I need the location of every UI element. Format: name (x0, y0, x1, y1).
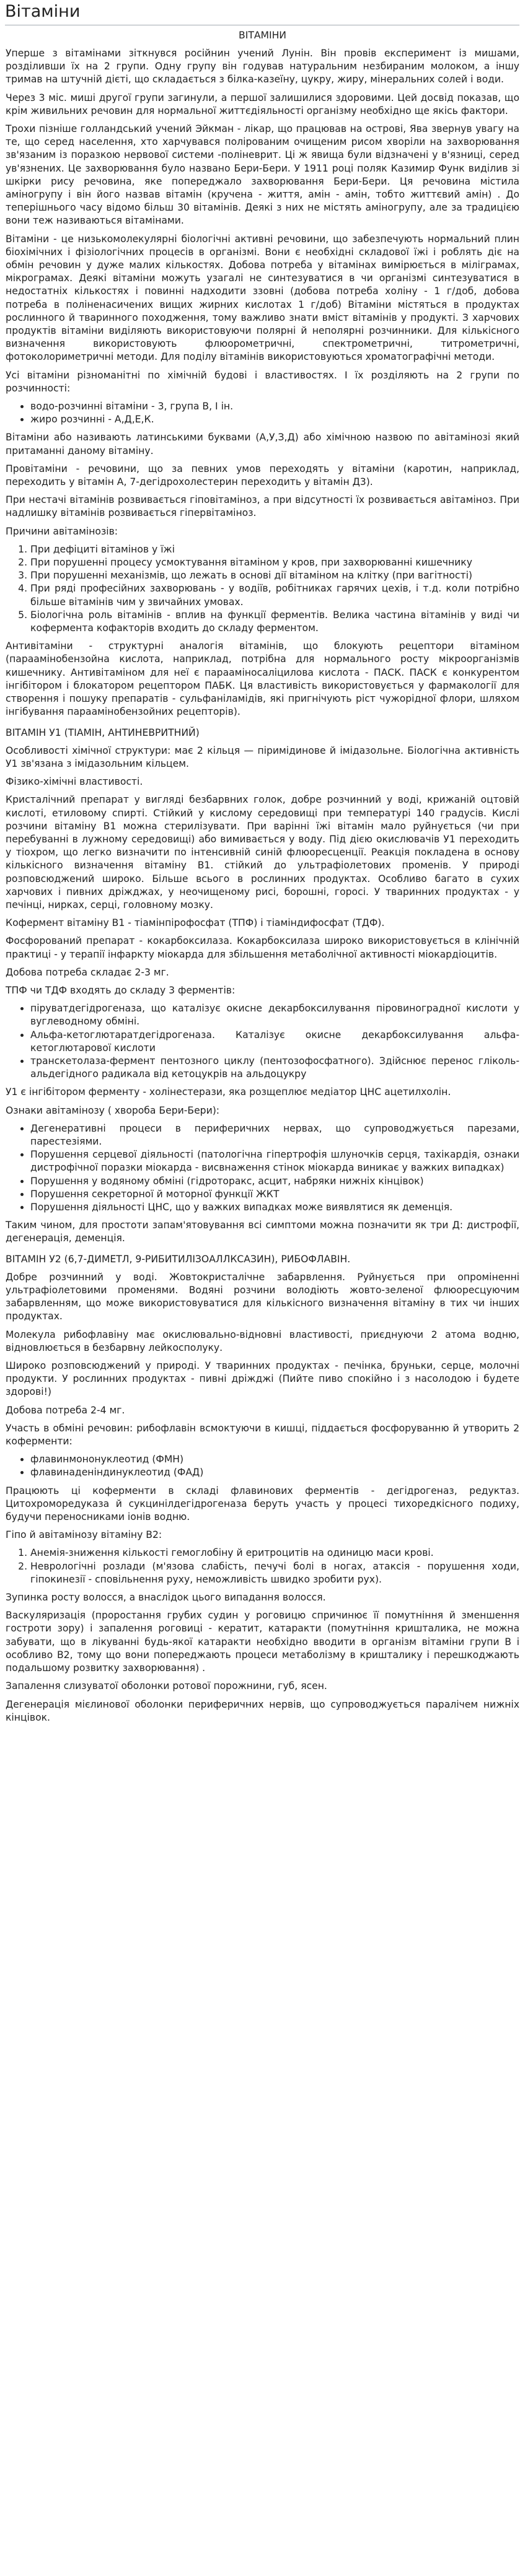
paragraph: Вітаміни - це низькомолекулярні біологічні активні речовини, що забезпечують нормальний плин біохімічних і фізіологічних процесів в організмі. Вони є необхідні складової їжі і роблять діє на обмін речовин у дуже малих кількостях. Добова потреба у вітамінах вимірюється в міліграмах, мікрограмах. Деякі вітаміни можуть узагалі не синтезуватися в чи організмі синтезуватися в недостатніх кількостях і повинні надходити ззовні (добова потреба холіну - 1 г/доб, добова потреба в поліненасичених вищих жирних кислотах 1 г/доб) Вітаміни містяться в продуктах рослинного й тваринного походження, тому важливо знати вміст вітамінів у продукті. З харчових продуктів вітаміни виділяють використовуючи полярні й неполярні розчинники. Для кількісного визначення використовують флюорометричні, спектрометричні, титрометричні, фотоколориметричні методи. Для поділу вітамінів використовуються хроматографічні методи. (6, 233, 519, 363)
paragraph: Антивітаміни - структурні аналогія вітамінів, що блокують рецептори вітаміном (параамінобензойна кислота, наприклад, потрібна для нормального росту мікроорганізмів кишечнику. Антивітаміном для неї є парааміносаліцилова кислота - ПАСК. ПАСК є конкурентом інгібітором і блокатором рецептором ПАБК. Ця властивість використовується у фармакології для створення і пошуку препаратів - сульфаніламідів, які пригнічують ріст чужорідної флори, шляхом інгібування параамінобензойних рецепторів). (6, 640, 519, 718)
list-item: 1. Анемія-зниження кількості гемоглобіну й еритроцитів на одиницю маси крові. (30, 1547, 519, 1560)
paragraph: Особливості хімічної структури: має 2 кільця — піримідинове й імідазольне. Біологічна активність У1 зв'язана з імідазольним кільцем. (6, 744, 519, 769)
list-item: • Порушення секреторної й моторної функції ЖКТ (30, 1188, 519, 1201)
paragraph: Працюють ці коферменти в складі флавинових ферментів - дегідрогеназ, редуктаз. Цитохроморедуказа й сукцинілдегідрогеназа беруть участь у процесі тихоредкісного подиху, будучи переносниками іонів водню. (6, 1485, 519, 1523)
solubility-list (6, 400, 519, 426)
paragraph: Таким чином, для простоти запам'ятовування всі симптоми можна позначити як три Д: дистрофії, дегенерація, деменція. (6, 1220, 519, 1244)
page-title: Вітаміни (5, 0, 519, 25)
list-item: • жиро розчинні - А,Д,Е,К. (30, 413, 519, 426)
list-item: 1. При дефіциті вітамінов у їжі (30, 543, 519, 556)
paragraph: Через 3 міс. миші другої групи загинули, а першої залишилися здоровими. Цей досвід показав, що крім живильних речовин для нормальної життєдіяльності організму необхідно ще якісь фактори. (6, 92, 519, 116)
paragraph: Добова потреба складає 2-3 мг. (6, 966, 169, 978)
list-item: • Порушення у водяному обміні (гідроторакс, асцит, набряки нижніх кінцівок) (30, 1175, 519, 1188)
paragraph: ТПФ чи ТДФ входять до складу 3 ферментів: (6, 984, 236, 996)
list-item: 4. При ряді професійних захворювань - у водіїв, робітниках гарячих цехів, і т.д. коли потрібно більше вітамінів чим у звичайних умовах. (30, 582, 519, 608)
paragraph: Молекула рибофлавіну має окислювально-відновні властивості, приєднуючи 2 атома водню, відновлюється в безбарвну лейкосполуку. (6, 1329, 519, 1353)
paragraph: Фосфорований препарат - кокарбоксилаза. Кокарбоксилаза широко використовується в клінічній практиці - у терапії інфаркту міокарда для збільшення метаболічної активності міокардіоцитів. (6, 935, 519, 960)
b1-signs-list (6, 1122, 519, 1214)
paragraph: Трохи пізніше голландський учений Эйкман - лікар, що працював на острові, Ява звернув увагу на те, що серед населення, хто харчувався полірованим очищеним рисом хворіли на захворювання зв'язаним із поразкою нервової системи -поліневрит. Ці ж явища були відзначені у в'язниці, серед ув'язнених. Це захворювання було названо Бери-Бери. У 1911 році поляк Казимир Функ виділив зі шкірки рису речовина, яке попереджало захворювання Бери-Бери. Ця речовина містила аміногрупу і він його назвав вітамін (кручена - життя, амін - амін, тобто життєвий амін) . До теперішнього часу відомо більш 30 вітамінів. Деякі з них не містять аміногрупу, але за традицією вони теж називаються вітамінами. (6, 123, 519, 227)
list-item: • флавинаденіндинуклеотид (ФАД) (30, 1466, 519, 1479)
paragraph: Вітаміни або називають латинськими буквами (А,У,З,Д) або хімічною назвою по авітамінозі який притаманні даному вітаміну. (6, 432, 519, 456)
paragraph: Ознаки авітамінозу ( хвороба Бери-Бери): (6, 1104, 220, 1116)
list-item: 2. Неврологічні розлади (м'язова слабість, печучі болі в ногах, атаксія - порушення ходи, гіпокинезії - сповільнення руху, неможливість швидко зробити рух). (30, 1560, 519, 1586)
subsection-heading: ВІТАМІН У1 (ТІАМІН, АНТИНЕВРИТНИЙ) (6, 727, 200, 738)
paragraph: Запалення слизуватої оболонки ротової порожнини, губ, ясен. (6, 1680, 327, 1692)
paragraph: Причини авітамінозів: (6, 525, 118, 537)
list-item: • Альфа-кетоглютаратдегідрогеназа. Каталізує окисне декарбоксилування альфа-кетоглютарової кислоти (30, 1029, 519, 1055)
list-item: • піруватдегідрогеназа, що каталізує окисне декарбоксилування піровиноградної кислоти у вуглеводному обміні. (30, 1002, 519, 1028)
paragraph: Провітаміни - речовини, що за певних умов переходять у вітаміни (каротин, наприклад, переходить у вітамін А, 7-дегідрохолестерин переходить у вітамін Д3). (6, 463, 519, 488)
list-item: • флавинмононуклеотид (ФМН) (30, 1453, 519, 1466)
coenzymes-list (6, 1453, 519, 1479)
paragraph: Кофермент вітаміну В1 - тіамінпірофосфат (ТПФ) і тіаміндифосфат (ТДФ). (6, 917, 385, 929)
paragraph: Зупинка росту волосся, а внаслідок цього випадання волосся. (6, 1592, 326, 1604)
paragraph: Широко розповсюджений у природі. У тваринних продуктах - печінка, бруньки, серце, молочні продукти. У рослинних продуктах - пивні дріжджі (Пийте пиво спокійно і з насолодою і будете здорові!) (6, 1360, 519, 1398)
list-item: • транскетолаза-фермент пентозного циклу (пентозофосфатного). Здійснює перенос гліколь-альдегідного радикала від кетоцукрів на альдоцукру (30, 1055, 519, 1081)
enzymes-list (6, 1002, 519, 1081)
intro-paragraph: Уперше з вітамінами зіткнувся російнин учений Лунін. Він провів експеримент із мишами, розділивши їх на 2 групи. Одну групу він годував натуральним незбираним молоком, а іншу тримав на штучній дієті, що складається з білка-казеїну, цукру, жиру, мінеральних солей і води. (6, 47, 519, 85)
list-item: 5. Біологічна роль вітамінів - вплив на функції ферментів. Велика частина вітамінів у виді чи кофермента кофакторів входить до складу ферментом. (30, 609, 519, 635)
subsection-heading: ВІТАМІН У2 (6,7-ДИМЕТЛ, 9-РИБИТИЛІЗОАЛЛКСАЗИН), РИБОФЛАВІН. (6, 1253, 351, 1265)
list-item: • Порушення діяльності ЦНС, що у важких випадках може виявлятися як деменція. (30, 1201, 519, 1214)
paragraph: Дегенерація мієлинової оболонки периферичних нервів, що супроводжується паралічем нижніх кінцівок. (6, 1698, 519, 1723)
paragraph: Васкуляризація (проростання грубих судин у роговицю спричинює її помутніння й зменшення гостроти зору) і запалення роговиці - кератит, катаракти (помутніння кришталика, не можна забувати, що в лікуванні будь-якої катаракти необхідно вводити в організм вітаміни групи В і особливо В2, тому що вони попереджають процеси метаболізму в кришталику і перешкоджають подальшому розвитку захворювання) . (6, 1610, 519, 1674)
causes-list (6, 543, 519, 635)
list-item: • Порушення серцевої діяльності (патологічна гіпертрофія шлуночків серця, тахікардія, ознаки дистрофічної поразки міокарда - висвнаження стінок міокарда виникає у важких випадках) (30, 1148, 519, 1174)
paragraph: Кристалічний препарат у вигляді безбарвних голок, добре розчинний у воді, крижаній оцтовій кислоті, етиловому спирті. Стійкий у кислому середовищі при температурі 140 градусів. Кислі розчини вітаміну В1 можна стерилізувати. При варінні їжі вітамін мало руйнується (чи при перебуванні в лужному середовищі) або вимивається у воду. Під дією окислювачів У1 переходить у тіохром, що легко визначити по інтенсивній синій флюоресценції. Реакція покладена в основу кількісного визначення вітаміну В1. стійкий до ультрафіолетових променів. У природі розповсюджений широко. Більше всього в рослинних продуктах. Особливо багато в сухих харчових і пивних дріжджах, у неочищеному рисі, борошні, горосі. У тваринних продуктах - у печінці, нирках, серці, головному мозку. (6, 794, 519, 910)
list-item: • водо-розчинні вітаміни - 3, група В, І ін. (30, 400, 519, 413)
b2-signs-list (6, 1547, 519, 1586)
paragraph: Участь в обміні речовин: рибофлавін всмоктуючи в кишці, піддається фосфоруванню й утворить 2 коферменти: (6, 1422, 519, 1447)
paragraph: При нестачі вітамінів розвивається гіповітаміноз, а при відсутності їх розвивається авітаміноз. При надлишку вітамінів розвивається гіпервітаміноз. (6, 494, 519, 519)
paragraph: Фізико-хімічні властивості. (6, 776, 143, 788)
paragraph: Усі вітаміни різноманітні по хімічній будові і властивостях. І їх розділяють на 2 групи по розчинності: (6, 369, 519, 394)
list-item: 3. При порушенні механізмів, що лежать в основі дії вітаміном на клітку (при вагітності) (30, 569, 519, 582)
paragraph: Добова потреба 2-4 мг. (6, 1404, 125, 1416)
section-heading: ВІТАМІНИ (239, 29, 286, 41)
list-item: 2. При порушенні процесу усмоктування вітаміном у кров, при захворюванні кишечнику (30, 556, 519, 569)
paragraph: У1 є інгібітором ферменту - холінестерази, яка розщеплює медіатор ЦНС ацетилхолін. (6, 1086, 451, 1098)
paragraph: Гіпо й авітамінозу вітаміну В2: (6, 1529, 162, 1541)
list-item: • Дегенеративні процеси в периферичних нервах, що супроводжується парезами, парестезіями. (30, 1122, 519, 1148)
paragraph: Добре розчинний у воді. Жовтокристалічне забарвлення. Руйнується при опроміненні ультрафіолетовими променями. Водяні розчини володіють жовто-зеленої флюоресцуючим забарвленням, що може використовуватися для кількісного визначення вітаміну в тих чи інших продуктах. (6, 1271, 519, 1322)
